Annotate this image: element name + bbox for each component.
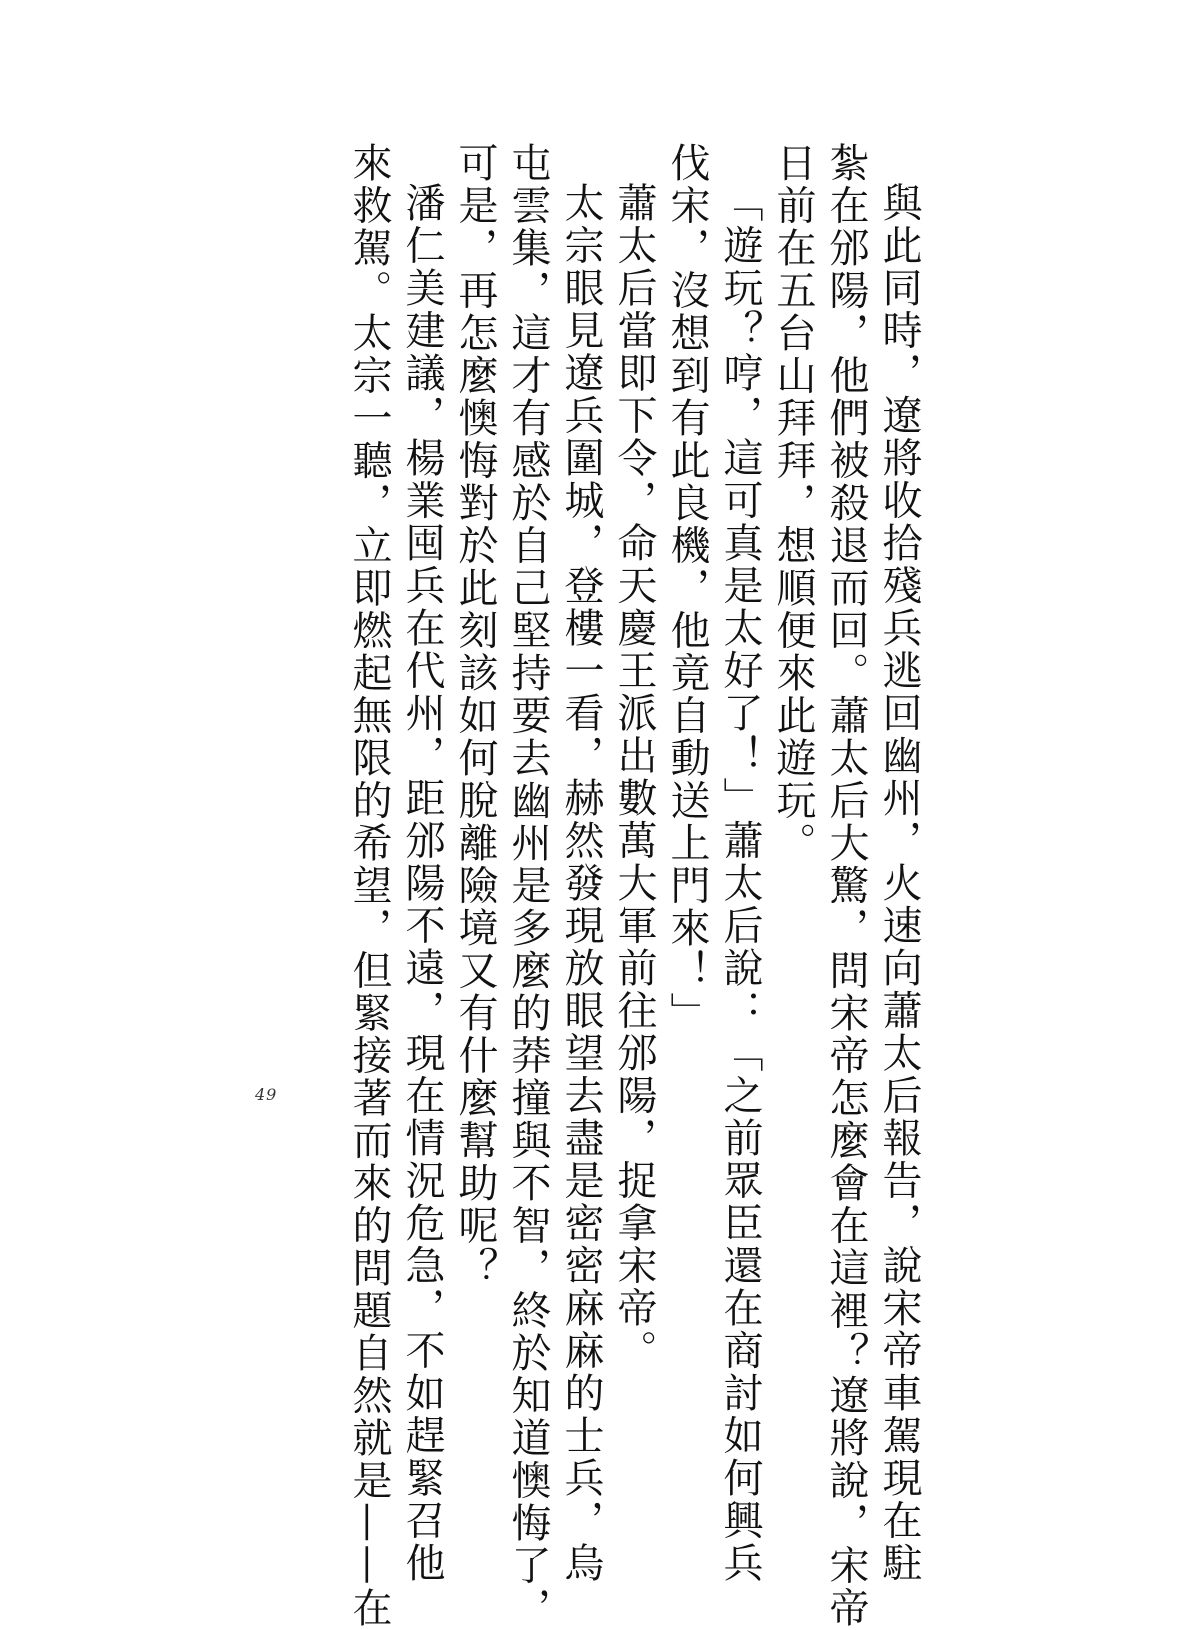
text-column: 太宗眼見遼兵圍城，登樓一看，赫然發現放眼望去盡是密密麻麻的士兵，烏 bbox=[558, 182, 604, 1585]
text-column: 與此同時，遼將收拾殘兵逃回幽州，火速向蕭太后報告，說宋帝車駕現在駐 bbox=[876, 182, 922, 1585]
text-column: 來救駕。太宗一聽，立即燃起無限的希望，但緊接著而來的問題自然就是——在 bbox=[346, 142, 392, 1630]
vertical-text-block bbox=[285, 142, 925, 1630]
text-column: 蕭太后當即下令，命天慶王派出數萬大軍前往邠陽，捉拿宋帝。 bbox=[611, 182, 657, 1372]
text-column: 屯雲集，這才有感於自己堅持要去幽州是多麼的莽撞與不智，終於知道懊悔了， bbox=[505, 142, 551, 1630]
text-column: 可是，再怎麼懊悔對於此刻該如何脫離險境又有什麼幫助呢？ bbox=[452, 142, 498, 1290]
text-column: 日前在五台山拜拜，想順便來此遊玩。 bbox=[770, 142, 816, 865]
text-column: 紮在邠陽，他們被殺退而回。蕭太后大驚，問宋帝怎麼會在這裡？遼將說，宋帝 bbox=[823, 142, 869, 1630]
page-number: 49 bbox=[255, 1085, 278, 1104]
text-column: 潘仁美建議，楊業囤兵在代州，距邠陽不遠，現在情況危急，不如趕緊召他 bbox=[399, 182, 445, 1585]
text-column: 「遊玩？哼，這可真是太好了！」蕭太后說：「之前眾臣還在商討如何興兵 bbox=[717, 182, 763, 1585]
text-column: 伐宋，沒想到有此良機，他竟自動送上門來！」 bbox=[664, 142, 710, 1035]
